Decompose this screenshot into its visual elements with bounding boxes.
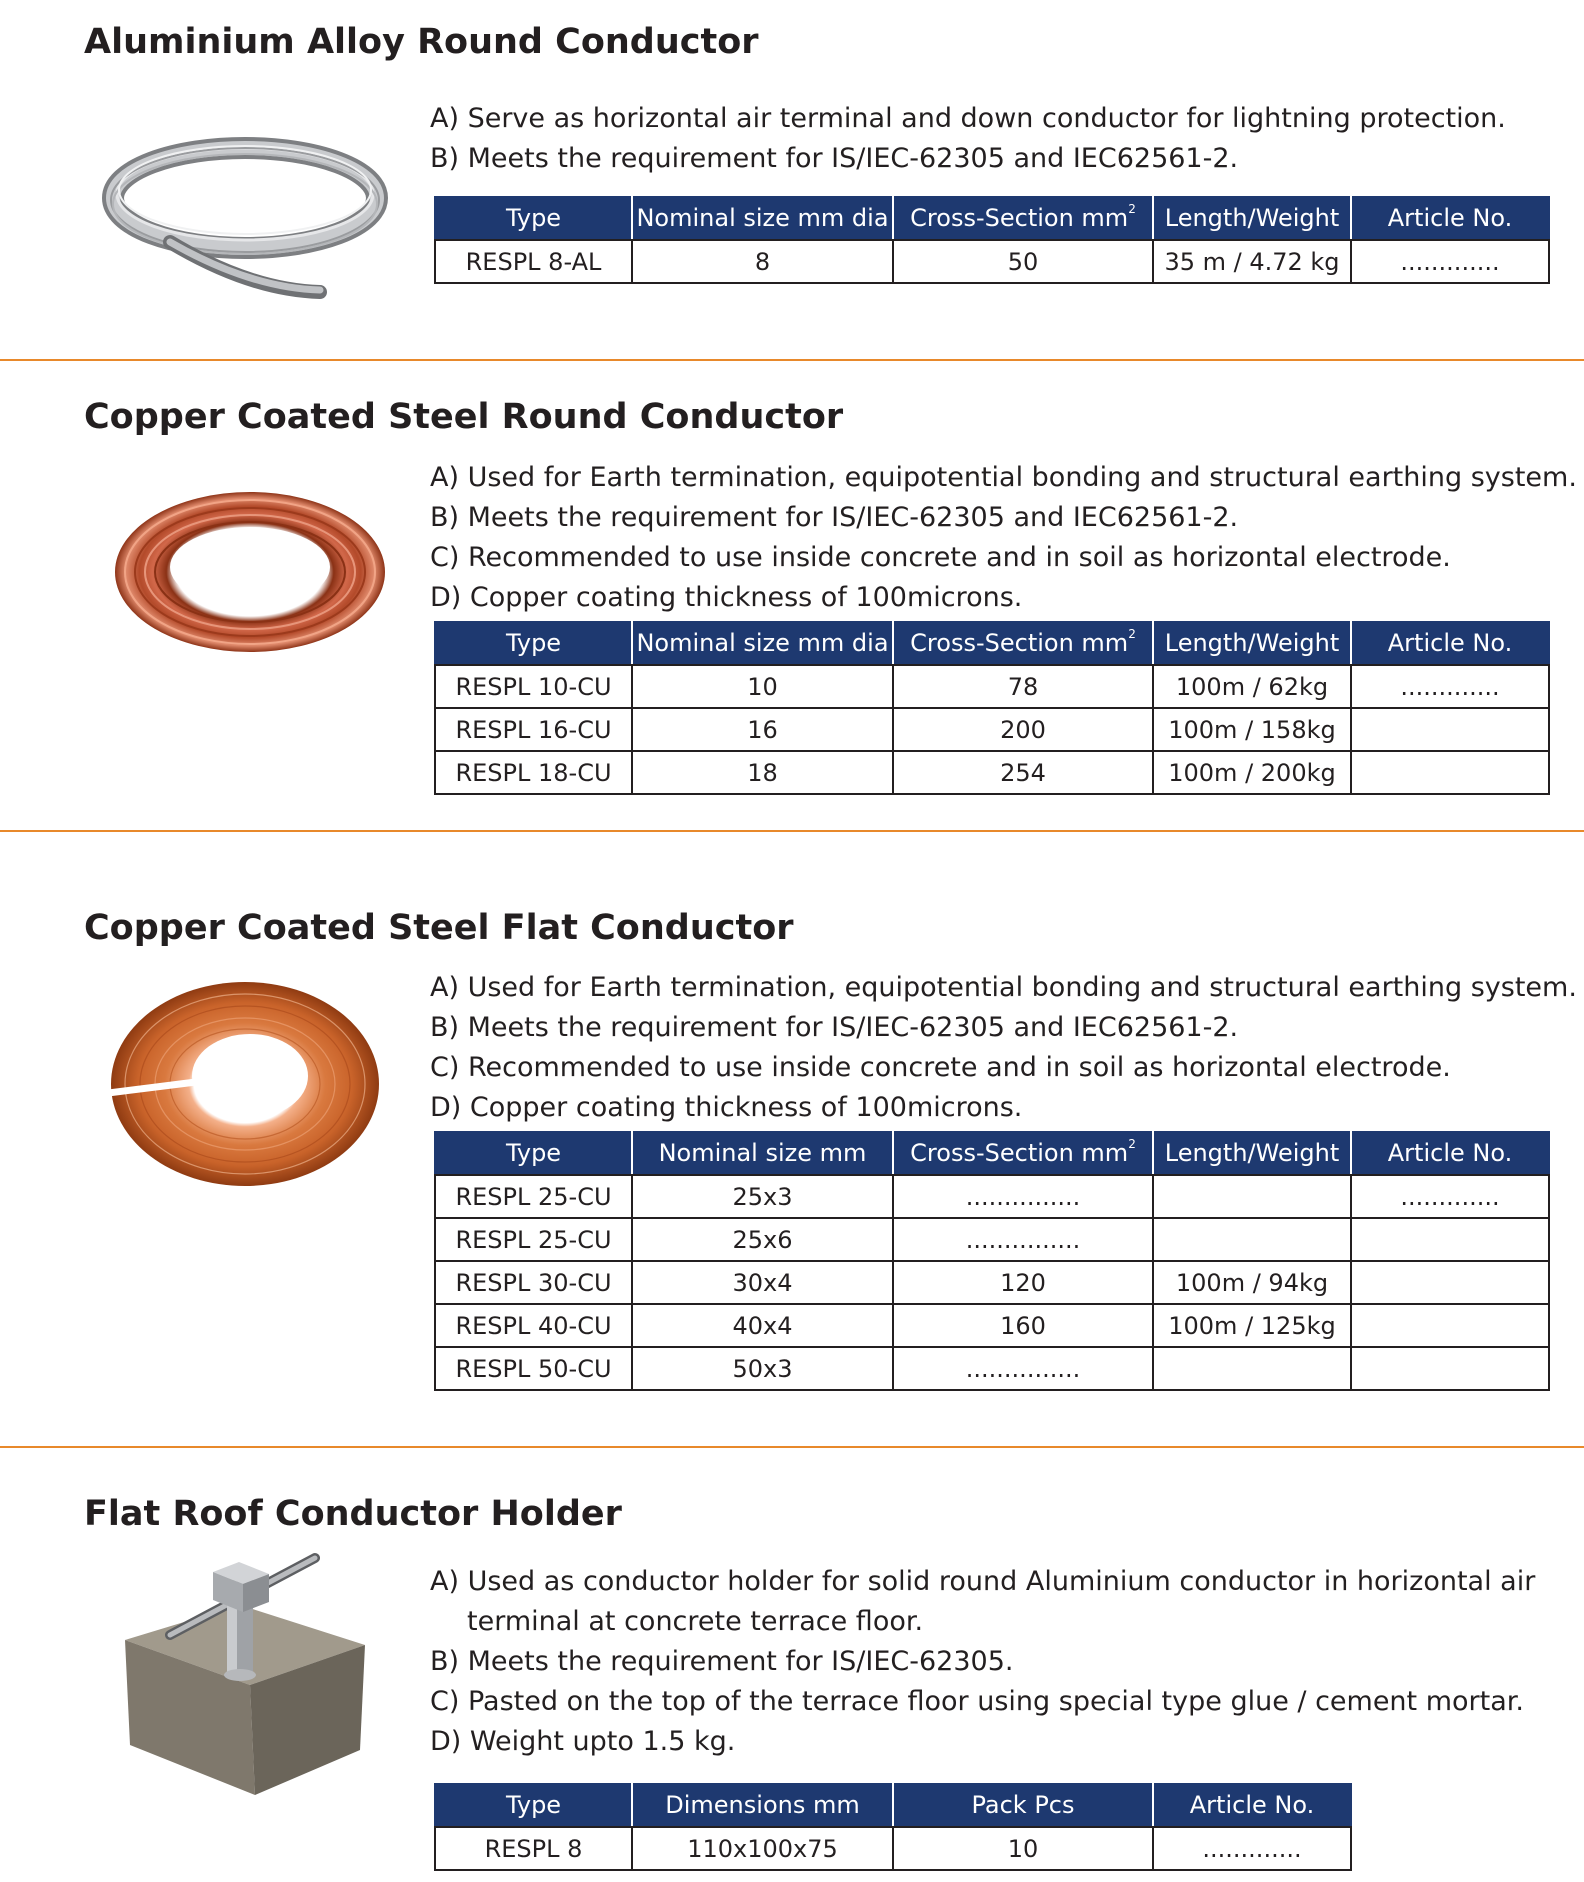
- cell-size: 8: [632, 240, 893, 283]
- cell-cross-section: ...............: [893, 1347, 1153, 1390]
- section-divider: [0, 830, 1584, 832]
- point: A) Used for Earth termination, equipotential bonding and structural earthing system.: [430, 462, 1577, 493]
- col-header-type: Type: [435, 1783, 632, 1827]
- section-points-copper-round: [430, 458, 1577, 618]
- table-row: [435, 751, 1549, 794]
- cell-length-weight: 100m / 200kg: [1153, 751, 1351, 794]
- col-header-article: Article No.: [1351, 621, 1549, 665]
- table-row: [435, 240, 1549, 283]
- point: D) Copper coating thickness of 100microns.: [430, 1092, 1023, 1123]
- cell-size: 25x6: [632, 1218, 893, 1261]
- section-title-copper-round: Copper Coated Steel Round Conductor: [84, 397, 844, 437]
- cell-cross-section: 200: [893, 708, 1153, 751]
- cell-type: RESPL 30-CU: [435, 1261, 632, 1304]
- col-header-cross-section: Cross-Section $mm^2$: [893, 621, 1153, 665]
- cell-type: RESPL 10-CU: [435, 665, 632, 708]
- cell-dimensions: 110x100x75: [632, 1827, 893, 1870]
- table-row: [435, 1827, 1351, 1870]
- copper-flat-coil-image: [108, 978, 383, 1193]
- spec-table-copper-round: [434, 621, 1550, 795]
- cell-size: 18: [632, 751, 893, 794]
- table-row: [435, 1261, 1549, 1304]
- cell-article: [1351, 751, 1549, 794]
- col-header-article: Article No.: [1351, 196, 1549, 240]
- point: A) Used as conductor holder for solid round Aluminium conductor in horizontal air terminal at concrete terrace floor.: [430, 1566, 1536, 1637]
- point: D) Weight upto 1.5 kg.: [430, 1726, 736, 1757]
- cell-length-weight: 100m / 94kg: [1153, 1261, 1351, 1304]
- col-header-article: Article No.: [1351, 1131, 1549, 1175]
- cell-article: .............: [1153, 1827, 1351, 1870]
- section-title-aluminium: Aluminium Alloy Round Conductor: [84, 22, 759, 62]
- cell-length-weight: [1153, 1218, 1351, 1261]
- cell-length-weight: 35 m / 4.72 kg: [1153, 240, 1351, 283]
- section-divider: [0, 1446, 1584, 1448]
- spec-table-copper-flat: [434, 1131, 1550, 1391]
- point: C) Recommended to use inside concrete and in soil as horizontal electrode.: [430, 542, 1451, 573]
- cell-article: .............: [1351, 665, 1549, 708]
- col-header-dimensions: Dimensions mm: [632, 1783, 893, 1827]
- cell-length-weight: 100m / 158kg: [1153, 708, 1351, 751]
- point: A) Serve as horizontal air terminal and down conductor for lightning protection.: [430, 103, 1506, 134]
- col-header-cross-section: Cross-Section $mm^2$: [893, 1131, 1153, 1175]
- col-header-length-weight: Length/Weight: [1153, 1131, 1351, 1175]
- table-row: [435, 1347, 1549, 1390]
- cell-cross-section: 254: [893, 751, 1153, 794]
- col-header-article: Article No.: [1153, 1783, 1351, 1827]
- cell-type: RESPL 25-CU: [435, 1175, 632, 1218]
- cell-article: [1351, 1304, 1549, 1347]
- cell-article: [1351, 708, 1549, 751]
- section-title-copper-flat: Copper Coated Steel Flat Conductor: [84, 908, 794, 948]
- conductor-holder-image: [115, 1550, 375, 1800]
- col-header-size: Nominal size mm dia: [632, 621, 893, 665]
- cell-size: 25x3: [632, 1175, 893, 1218]
- table-row: [435, 1304, 1549, 1347]
- cell-size: 40x4: [632, 1304, 893, 1347]
- col-header-type: Type: [435, 1131, 632, 1175]
- cell-type: RESPL 40-CU: [435, 1304, 632, 1347]
- cell-type: RESPL 18-CU: [435, 751, 632, 794]
- cell-article: [1351, 1261, 1549, 1304]
- cell-size: 30x4: [632, 1261, 893, 1304]
- point: A) Used for Earth termination, equipotential bonding and structural earthing system.: [430, 972, 1577, 1003]
- cell-type: RESPL 50-CU: [435, 1347, 632, 1390]
- cell-size: 50x3: [632, 1347, 893, 1390]
- col-header-pack: Pack Pcs: [893, 1783, 1153, 1827]
- cell-pack: 10: [893, 1827, 1153, 1870]
- cell-type: RESPL 25-CU: [435, 1218, 632, 1261]
- cell-article: .............: [1351, 1175, 1549, 1218]
- section-divider: [0, 359, 1584, 361]
- col-header-length-weight: Length/Weight: [1153, 621, 1351, 665]
- cell-length-weight: [1153, 1175, 1351, 1218]
- col-header-cross-section: Cross-Section $mm^2$: [893, 196, 1153, 240]
- spec-table-holder: [434, 1783, 1352, 1871]
- point: B) Meets the requirement for IS/IEC-62305.: [430, 1646, 1014, 1677]
- cell-length-weight: [1153, 1347, 1351, 1390]
- col-header-length-weight: Length/Weight: [1153, 196, 1351, 240]
- cell-cross-section: 78: [893, 665, 1153, 708]
- cell-article: [1351, 1347, 1549, 1390]
- table-row: [435, 1218, 1549, 1261]
- cell-type: RESPL 16-CU: [435, 708, 632, 751]
- spec-table-aluminium: [434, 196, 1550, 284]
- table-row: [435, 665, 1549, 708]
- table-row: [435, 708, 1549, 751]
- col-header-type: Type: [435, 196, 632, 240]
- cell-cross-section: ...............: [893, 1175, 1153, 1218]
- section-points-aluminium: [430, 99, 1506, 179]
- cell-type: RESPL 8: [435, 1827, 632, 1870]
- section-points-copper-flat: [430, 968, 1577, 1128]
- point: D) Copper coating thickness of 100microns.: [430, 582, 1023, 613]
- cell-size: 10: [632, 665, 893, 708]
- cell-length-weight: 100m / 125kg: [1153, 1304, 1351, 1347]
- cell-type: RESPL 8-AL: [435, 240, 632, 283]
- col-header-size: Nominal size mm: [632, 1131, 893, 1175]
- cell-size: 16: [632, 708, 893, 751]
- cell-length-weight: 100m / 62kg: [1153, 665, 1351, 708]
- point: C) Pasted on the top of the terrace floor using special type glue / cement mortar.: [430, 1686, 1524, 1717]
- aluminium-coil-image: [100, 120, 390, 310]
- point: B) Meets the requirement for IS/IEC-62305 and IEC62561-2.: [430, 1012, 1239, 1043]
- cell-cross-section: 160: [893, 1304, 1153, 1347]
- table-row: [435, 1175, 1549, 1218]
- cell-cross-section: 50: [893, 240, 1153, 283]
- cell-cross-section: ...............: [893, 1218, 1153, 1261]
- section-points-holder: [430, 1562, 1557, 1762]
- col-header-size: Nominal size mm dia: [632, 196, 893, 240]
- section-title-holder: Flat Roof Conductor Holder: [84, 1494, 622, 1534]
- point: B) Meets the requirement for IS/IEC-62305 and IEC62561-2.: [430, 143, 1239, 174]
- point: B) Meets the requirement for IS/IEC-62305 and IEC62561-2.: [430, 502, 1239, 533]
- point: C) Recommended to use inside concrete and in soil as horizontal electrode.: [430, 1052, 1451, 1083]
- col-header-type: Type: [435, 621, 632, 665]
- copper-round-coil-image: [110, 485, 390, 660]
- cell-article: [1351, 1218, 1549, 1261]
- cell-article: .............: [1351, 240, 1549, 283]
- cell-cross-section: 120: [893, 1261, 1153, 1304]
